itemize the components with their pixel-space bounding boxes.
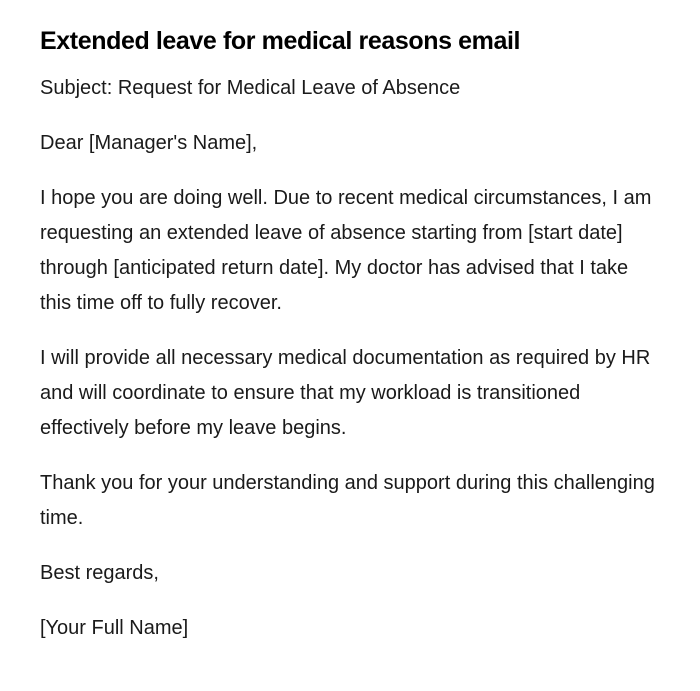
- email-signature: [Your Full Name]: [40, 617, 189, 639]
- email-body-paragraph-1: I hope you are doing well. Due to recent medical circumstances, I am requesting an extended leave of absence starting from [start date] through [anticipated return date]. My doctor has advised that I take this time off to fully recover.: [40, 187, 652, 314]
- page-title: Extended leave for medical reasons email: [40, 27, 521, 55]
- email-body-paragraph-3: Thank you for your understanding and support during this challenging time.: [40, 472, 655, 529]
- email-closing: Best regards,: [40, 562, 159, 584]
- email-greeting: Dear [Manager's Name],: [40, 132, 258, 154]
- email-subject: Subject: Request for Medical Leave of Absence: [40, 77, 461, 99]
- email-body-paragraph-2: I will provide all necessary medical documentation as required by HR and will coordinate to ensure that my workload is transitioned effectively before my leave begins.: [40, 347, 651, 439]
